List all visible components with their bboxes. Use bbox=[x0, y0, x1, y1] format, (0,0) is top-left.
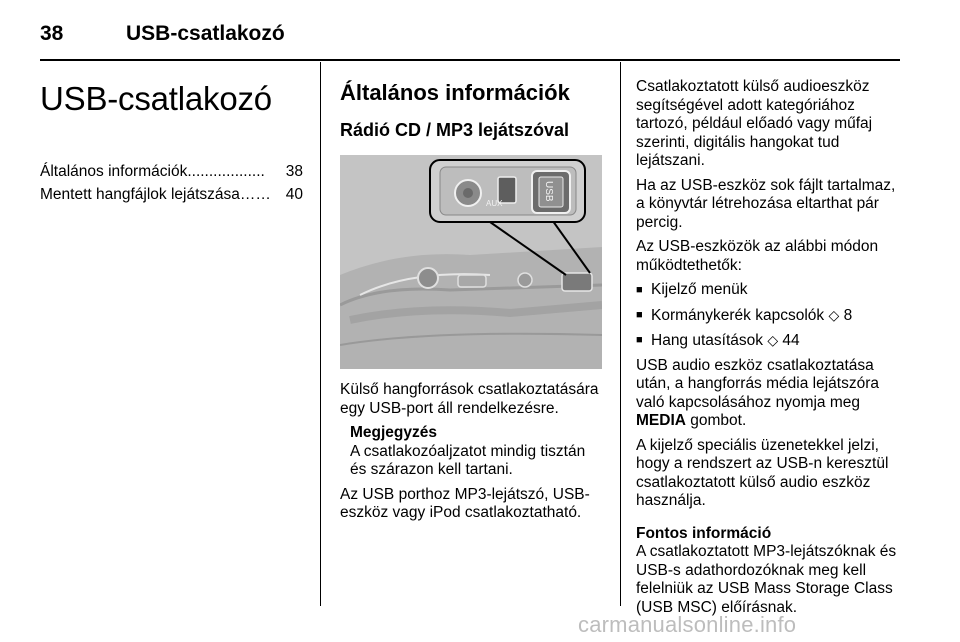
list-item-text: Kijelző menük bbox=[651, 281, 748, 298]
toc-entry-page: 40 bbox=[285, 186, 303, 203]
page-number: 38 bbox=[40, 22, 64, 45]
paragraph: Csatlakoztatott külső audioeszköz segítségével adott kategóriához tartozó, például előadó vagy műfaj szerinti, digitális hangokat tud lejátszani. bbox=[636, 78, 873, 169]
list-item bbox=[636, 306, 906, 326]
cross-reference-page[interactable]: 44 bbox=[782, 332, 800, 349]
cross-reference-icon: ◇ bbox=[767, 332, 779, 348]
header-rule bbox=[40, 59, 900, 61]
toc-entry-label: Általános információk bbox=[40, 163, 188, 180]
paragraph: Az USB porthoz MP3-lejátszó, USB-eszköz vagy iPod csatlakoztatható. bbox=[340, 485, 590, 521]
column-usb-details bbox=[636, 62, 906, 623]
cross-reference-icon: ◇ bbox=[828, 306, 840, 323]
important-title: Fontos információ bbox=[636, 524, 772, 542]
column-divider-2 bbox=[620, 62, 621, 606]
column-general-info bbox=[340, 62, 605, 529]
list-item-text: Hang utasítások bbox=[651, 332, 764, 349]
toc-entry[interactable] bbox=[40, 160, 303, 183]
note-text: A csatlakozóaljzatot mindig tisztán és szárazon kell tartani. bbox=[350, 442, 586, 478]
usb-label: USB bbox=[543, 181, 554, 202]
chapter-title: USB-csatlakozó bbox=[40, 80, 272, 117]
page-header bbox=[40, 16, 920, 56]
toc-entry[interactable] bbox=[40, 183, 303, 206]
column-divider-1 bbox=[320, 62, 321, 606]
watermark: carmanualsonline.info bbox=[578, 612, 797, 637]
usb-port-drawing bbox=[340, 155, 602, 369]
list-item bbox=[636, 331, 906, 351]
cross-reference-page[interactable]: 8 bbox=[843, 306, 853, 324]
subsection-title: Rádió CD / MP3 lejátszóval bbox=[340, 120, 570, 140]
paragraph: Külső hangforrások csatlakoztatására egy USB-port áll rendelkezésre. bbox=[340, 381, 599, 417]
paragraph bbox=[636, 357, 906, 431]
media-button-name: MEDIA bbox=[636, 412, 686, 429]
paragraph-text: USB audio eszköz csatlakoztatása után, a hangforrás média lejátszóra való kapcsolásához nyomja meg bbox=[636, 356, 879, 411]
bullet-square-icon: ■ bbox=[636, 334, 643, 346]
bullet-square-icon: ■ bbox=[636, 308, 643, 321]
list-item-text: Kormánykerék kapcsolók bbox=[651, 306, 825, 324]
column-toc bbox=[40, 62, 303, 206]
toc-entry-label: Mentett hangfájlok lejátszása bbox=[40, 186, 240, 203]
list-item bbox=[636, 281, 906, 300]
toc-entry-dots: …… bbox=[239, 186, 271, 203]
section-title: Általános információk bbox=[340, 80, 570, 105]
paragraph: Az USB-eszközök az alábbi módon működtethetők: bbox=[636, 238, 879, 274]
running-title: USB-csatlakozó bbox=[126, 22, 285, 45]
bullet-square-icon: ■ bbox=[636, 284, 643, 296]
toc-entry-dots: .................. bbox=[187, 163, 265, 180]
aux-label: AUX bbox=[486, 199, 503, 208]
toc-entry-page: 38 bbox=[285, 163, 303, 180]
usb-port-illustration bbox=[340, 155, 602, 369]
note bbox=[350, 424, 605, 480]
paragraph: A kijelző speciális üzenetekkel jelzi, hogy a rendszert az USB-n keresztül csatlakoztatott külső audio eszköz használja. bbox=[636, 436, 889, 509]
paragraph: A csatlakoztatott MP3-lejátszóknak és USB-s adathordozóknak meg kell felelniük az USB Mass Storage Class (USB MSC) előírásnak. bbox=[636, 543, 897, 616]
note-title: Megjegyzés bbox=[350, 424, 438, 441]
table-of-contents bbox=[40, 160, 303, 206]
paragraph-text: gombot. bbox=[690, 412, 747, 429]
paragraph: Ha az USB-eszköz sok fájlt tartalmaz, a könyvtár létrehozása eltarthat pár percig. bbox=[636, 176, 896, 231]
